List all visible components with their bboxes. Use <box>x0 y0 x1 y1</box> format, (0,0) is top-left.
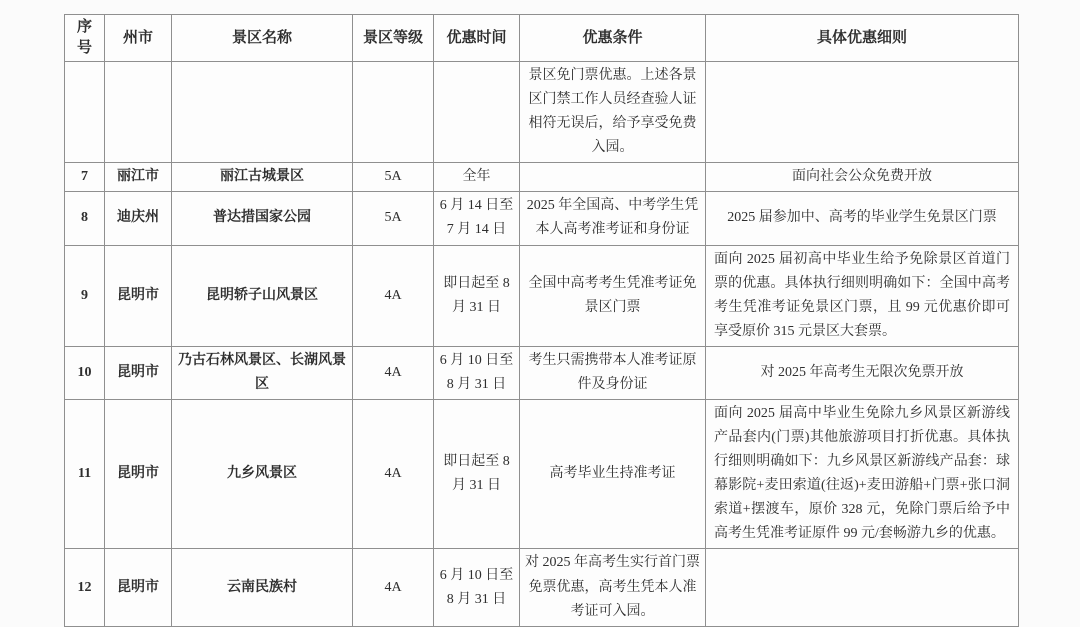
cell-index: 12 <box>65 549 105 626</box>
column-header-grade: 景区等级 <box>353 15 434 62</box>
cell-city <box>105 62 172 163</box>
cell-condition <box>520 163 706 192</box>
cell-time: 即日起至 8 月 31 日 <box>434 245 520 346</box>
cell-index: 9 <box>65 245 105 346</box>
cell-grade: 4A <box>353 346 434 399</box>
table-row-8 <box>65 192 1019 245</box>
cell-name: 普达措国家公园 <box>172 192 353 245</box>
cell-index: 10 <box>65 346 105 399</box>
cell-detail: 对 2025 年高考生无限次免票开放 <box>706 346 1019 399</box>
cell-index: 11 <box>65 400 105 549</box>
cell-city: 昆明市 <box>105 549 172 626</box>
cell-city: 昆明市 <box>105 245 172 346</box>
cell-index <box>65 62 105 163</box>
column-header-time: 优惠时间 <box>434 15 520 62</box>
cell-condition: 全国中高考考生凭准考证免景区门票 <box>520 245 706 346</box>
cell-name: 云南民族村 <box>172 549 353 626</box>
cell-time: 全年 <box>434 163 520 192</box>
cell-grade <box>353 62 434 163</box>
cell-grade: 5A <box>353 163 434 192</box>
cell-time: 6 月 14 日至 7 月 14 日 <box>434 192 520 245</box>
cell-city: 迪庆州 <box>105 192 172 245</box>
column-header-city: 州市 <box>105 15 172 62</box>
table-row-10 <box>65 346 1019 399</box>
cell-name: 九乡风景区 <box>172 400 353 549</box>
cell-condition: 景区免门票优惠。上述各景区门禁工作人员经查验人证相符无误后，给予享受免费入园。 <box>520 62 706 163</box>
table-row-11 <box>65 400 1019 549</box>
cell-name: 丽江古城景区 <box>172 163 353 192</box>
table-header-row <box>65 15 1019 62</box>
column-header-detail: 具体优惠细则 <box>706 15 1019 62</box>
cell-time <box>434 62 520 163</box>
table-row-9 <box>65 245 1019 346</box>
table-row-continuation <box>65 62 1019 163</box>
column-header-name: 景区名称 <box>172 15 353 62</box>
scenic-area-discount-table <box>64 14 1019 627</box>
column-header-condition: 优惠条件 <box>520 15 706 62</box>
cell-condition: 对 2025 年高考生实行首门票免票优惠，高考生凭本人准考证可入园。 <box>520 549 706 626</box>
cell-time: 6 月 10 日至 8 月 31 日 <box>434 549 520 626</box>
cell-condition: 高考毕业生持准考证 <box>520 400 706 549</box>
cell-time: 即日起至 8 月 31 日 <box>434 400 520 549</box>
cell-name: 昆明轿子山风景区 <box>172 245 353 346</box>
cell-city: 昆明市 <box>105 346 172 399</box>
cell-grade: 5A <box>353 192 434 245</box>
cell-detail <box>706 549 1019 626</box>
cell-name: 乃古石林风景区、长湖风景区 <box>172 346 353 399</box>
cell-condition: 考生只需携带本人准考证原件及身份证 <box>520 346 706 399</box>
cell-grade: 4A <box>353 245 434 346</box>
cell-detail: 面向社会公众免费开放 <box>706 163 1019 192</box>
cell-time: 6 月 10 日至 8 月 31 日 <box>434 346 520 399</box>
cell-city: 昆明市 <box>105 400 172 549</box>
table-row-12 <box>65 549 1019 626</box>
cell-detail: 面向 2025 届高中毕业生免除九乡风景区新游线产品套内(门票)其他旅游项目打折优惠。具体执行细则明确如下：九乡风景区新游线产品套：球幕影院+麦田索道(往返)+麦田游船+门票+张口洞索道+摆渡车，原价 328 元，免除门票后给予中高考生凭准考证原件 99 元/套畅游九乡的优惠。 <box>706 400 1019 549</box>
cell-detail: 2025 届参加中、高考的毕业学生免景区门票 <box>706 192 1019 245</box>
cell-name <box>172 62 353 163</box>
column-header-index: 序号 <box>65 15 105 62</box>
cell-grade: 4A <box>353 549 434 626</box>
cell-detail: 面向 2025 届初高中毕业生给予免除景区首道门票的优惠。具体执行细则明确如下：全国中高考考生凭准考证免景区门票，且 99 元优惠价即可享受原价 315 元景区大套票。 <box>706 245 1019 346</box>
cell-index: 8 <box>65 192 105 245</box>
cell-condition: 2025 年全国高、中考学生凭本人高考准考证和身份证 <box>520 192 706 245</box>
table-row-7 <box>65 163 1019 192</box>
cell-index: 7 <box>65 163 105 192</box>
cell-detail <box>706 62 1019 163</box>
cell-city: 丽江市 <box>105 163 172 192</box>
cell-grade: 4A <box>353 400 434 549</box>
